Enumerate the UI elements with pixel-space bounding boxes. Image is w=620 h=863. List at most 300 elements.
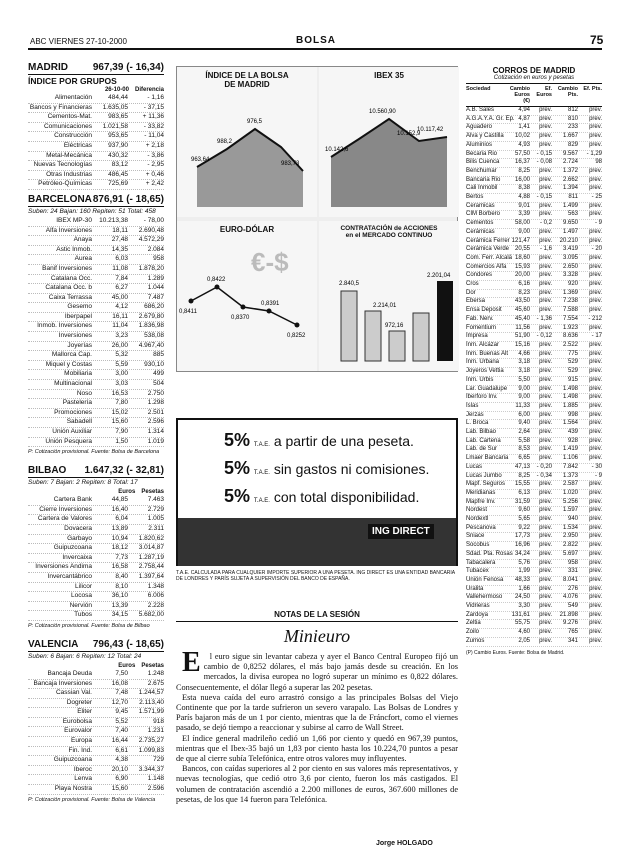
table-cell: Mapf. Seguros: [466, 481, 506, 488]
table-row: [466, 394, 602, 403]
table-cell: - 17: [591, 333, 602, 340]
table-cell: Inmob. Inversiones: [37, 322, 92, 330]
table-cell: Com. Ferr. Alcalá: [466, 254, 513, 261]
table-cell: 7,73: [115, 553, 128, 561]
valencia-label: VALENCIA: [28, 638, 79, 650]
table-cell: 34,15: [111, 611, 128, 619]
table-cell: 1.885: [562, 402, 578, 409]
table-cell: 13,89: [111, 524, 128, 532]
table-cell: 9,22: [518, 524, 530, 531]
table-cell: Meridianas: [466, 489, 496, 496]
ad-text: a partir de una peseta.: [273, 433, 414, 449]
table-cell: Cerámica Ferrer: [466, 237, 510, 244]
table-cell: Astic Inmob.: [56, 245, 92, 253]
table-cell: + 11,36: [142, 113, 164, 121]
table-cell: Benchumar: [466, 167, 497, 174]
table-cell: 4,88: [518, 194, 530, 201]
table-cell: prev.: [589, 489, 602, 496]
table-cell: 486,45: [108, 170, 128, 178]
table-cell: Fin. Ind.: [68, 746, 92, 754]
table-cell: Islas: [466, 402, 479, 409]
table-cell: 940: [567, 516, 578, 523]
table-cell: prev.: [539, 429, 552, 436]
table-cell: Otras Industrias: [46, 170, 92, 178]
table-cell: prev.: [539, 629, 552, 636]
barcelona-index-title: [28, 194, 164, 207]
table-row: [466, 620, 602, 629]
table-cell: - 9: [594, 472, 602, 479]
table-cell: 2.675: [147, 679, 164, 687]
table-cell: 998: [567, 411, 578, 418]
table-cell: Inversiones: [58, 332, 92, 340]
table-cell: 6,16: [518, 281, 530, 288]
table-cell: Sdad. Pta. Rosas: [466, 550, 513, 557]
table-cell: Cros: [466, 281, 479, 288]
table-row: [28, 727, 164, 737]
table-cell: prev.: [589, 350, 602, 357]
table-cell: 18,60: [514, 254, 530, 261]
table-cell: Locosa: [71, 592, 92, 600]
table-row: [28, 180, 164, 190]
table-cell: 18,11: [112, 226, 128, 234]
table-cell: 7.588: [562, 307, 578, 314]
table-cell: 6,61: [115, 746, 128, 754]
notes-section-title: NOTAS DE LA SESIÓN: [176, 610, 458, 622]
table-cell: 57,50: [514, 150, 530, 157]
table-cell: 4,12: [115, 303, 128, 311]
chart-label: 2.201,04: [427, 273, 451, 279]
madrid-label: MADRID: [28, 62, 68, 73]
table-row: [28, 342, 164, 352]
table-cell: 6,00: [518, 411, 530, 418]
madrid-index-title: [28, 62, 164, 75]
table-cell: 2.311: [148, 524, 164, 532]
table-cell: 5.697: [562, 550, 578, 557]
table-cell: prev.: [539, 115, 552, 122]
table-cell: Uralita: [466, 585, 484, 592]
volume-chart: [319, 221, 459, 371]
table-cell: Dogreter: [66, 698, 92, 706]
table-row: [28, 313, 164, 323]
drop-cap: E: [182, 647, 201, 678]
table-cell: Inm. Urbana: [466, 359, 500, 366]
ibex-mp-row: [28, 217, 164, 227]
barcelona-label: BARCELONA: [28, 193, 92, 205]
table-cell: 1.597: [562, 507, 578, 514]
header-rule: [28, 48, 602, 50]
table-cell: prev.: [589, 629, 602, 636]
table-row: [466, 298, 602, 307]
table-cell: Lab. de Sur: [466, 446, 498, 453]
table-cell: Lab. Cartena: [466, 437, 501, 444]
table-cell: 7.554: [562, 315, 578, 322]
table-row: [466, 516, 602, 525]
table-cell: 4.572,29: [138, 236, 164, 244]
table-cell: 1.635,05: [102, 103, 128, 111]
table-cell: prev.: [539, 124, 552, 131]
valencia-summary: Suben: 6 Bajan: 6 Repiten: 12 Total: 24: [28, 652, 142, 660]
table-cell: 1.373: [562, 472, 578, 479]
table-row: [28, 438, 164, 448]
header-date: ABC VIERNES 27-10-2000: [30, 37, 127, 46]
table-cell: 1.148: [147, 775, 164, 783]
table-cell: 15,60: [111, 785, 128, 793]
table-cell: 2.084: [147, 245, 164, 253]
table-cell: Lucas: [466, 463, 483, 470]
table-cell: 9.650: [562, 220, 578, 227]
table-row: [466, 533, 602, 542]
ad-tae: T.A.E.: [253, 442, 270, 448]
table-cell: 15,55: [514, 481, 530, 488]
table-cell: 14,35: [111, 245, 128, 253]
table-cell: 6,65: [518, 455, 530, 462]
table-cell: Iberpapel: [64, 312, 92, 320]
table-cell: prev.: [589, 637, 602, 644]
table-cell: prev.: [589, 594, 602, 601]
ad-percent: 5%: [224, 486, 251, 506]
table-row: [28, 236, 164, 246]
table-cell: prev.: [539, 350, 552, 357]
table-cell: - 0,34: [536, 472, 552, 479]
corros-table: [466, 107, 602, 647]
corros-column: [466, 66, 602, 656]
table-cell: 1,99: [518, 568, 530, 575]
table-cell: Eliter: [77, 708, 92, 716]
table-cell: prev.: [539, 550, 552, 557]
table-cell: 9,01: [518, 202, 530, 209]
table-row: [466, 377, 602, 386]
table-cell: 812: [567, 107, 578, 113]
table-cell: 504: [153, 380, 164, 388]
table-row: [28, 161, 164, 171]
table-cell: Lucas Jumbo: [466, 472, 502, 479]
table-row: [28, 680, 164, 690]
table-cell: 12,70: [111, 698, 128, 706]
table-cell: Cassian Val.: [55, 689, 92, 697]
table-cell: Pescanova: [466, 524, 496, 531]
table-cell: 15,16: [514, 341, 530, 348]
table-cell: Garbayo: [67, 534, 92, 542]
table-cell: Dovacera: [64, 524, 92, 532]
table-cell: - 0,15: [536, 150, 552, 157]
table-cell: 16,00: [514, 176, 530, 183]
table-cell: Inm. Urbis: [466, 376, 494, 383]
table-cell: Nervión: [69, 601, 92, 609]
table-cell: 937,90: [108, 141, 128, 149]
table-cell: 1.021,58: [102, 122, 128, 130]
table-cell: + 2,42: [145, 180, 164, 188]
table-cell: Bertos: [466, 194, 484, 201]
table-row: [28, 737, 164, 747]
table-cell: 2.522: [562, 341, 578, 348]
table-cell: prev.: [589, 307, 602, 314]
table-cell: 20,00: [514, 272, 530, 279]
table-cell: Eurobolsa: [62, 717, 92, 725]
table-cell: prev.: [539, 576, 552, 583]
table-cell: 1.369: [562, 289, 578, 296]
table-cell: 13,39: [111, 601, 128, 609]
table-cell: 6.006: [147, 592, 164, 600]
valencia-footnote: P: Cotización provisional. Fuente: Bolsa de Valencia: [28, 796, 156, 803]
ad-tae: T.A.E.: [253, 470, 270, 476]
table-cell: prev.: [589, 385, 602, 392]
bilbao-summary: Suben: 7 Bajan: 2 Repiten: 8 Total: 17: [28, 479, 138, 487]
table-cell: 2.113,40: [139, 698, 164, 706]
table-cell: 1.397,64: [138, 572, 164, 580]
table-cell: 83,12: [111, 161, 128, 169]
table-cell: 3,00: [115, 370, 128, 378]
table-cell: 131,61: [511, 611, 530, 618]
table-row: [466, 481, 602, 490]
chart-label: 963,64: [191, 157, 210, 163]
table-cell: 1.498: [562, 394, 578, 401]
table-cell: Cali Inmobil: [466, 185, 498, 192]
table-cell: prev.: [539, 446, 552, 453]
table-cell: 3,18: [518, 368, 530, 375]
table-cell: 21.898: [559, 611, 578, 618]
table-cell: 1.106: [562, 455, 578, 462]
table-cell: Ebersa: [466, 298, 486, 305]
table-cell: Iberforo Inv.: [466, 394, 498, 401]
table-cell: - 9: [594, 220, 602, 227]
table-row: [466, 255, 602, 264]
table-cell: 1.820,62: [138, 534, 164, 542]
table-cell: A.G.A.Y.A. Gr. Ep.: [466, 115, 515, 122]
table-cell: prev.: [539, 211, 552, 218]
table-cell: Guipuzcoana: [53, 756, 92, 764]
barcelona-block: [28, 194, 164, 461]
table-row: [28, 573, 164, 583]
madrid-index-chart: [177, 67, 317, 217]
table-cell: prev.: [589, 524, 602, 531]
chart-label: 976,5: [247, 119, 263, 125]
table-row: [466, 142, 602, 151]
table-cell: Bancaria Rio: [466, 176, 501, 183]
valencia-value: 796,43 (- 18,65): [92, 638, 164, 650]
table-cell: 1.248: [147, 669, 164, 677]
table-cell: 3,03: [115, 380, 128, 388]
table-cell: 2.587: [562, 481, 578, 488]
table-cell: Zeltia: [466, 620, 481, 627]
table-cell: prev.: [539, 411, 552, 418]
table-cell: 98: [595, 159, 602, 166]
table-row: [466, 351, 602, 360]
table-cell: 1.348: [147, 582, 164, 590]
table-cell: 1.499: [562, 202, 578, 209]
table-cell: 1.044: [147, 284, 164, 292]
table-cell: Catalana Occ.: [50, 274, 92, 282]
table-row: [466, 116, 602, 125]
table-cell: prev.: [589, 176, 602, 183]
ing-direct-ad[interactable]: [176, 418, 458, 566]
table-cell: 7,50: [115, 669, 128, 677]
bilbao-table-header: [28, 488, 164, 496]
table-row: [466, 542, 602, 551]
table-cell: 2.679,80: [138, 312, 164, 320]
table-cell: Becaria Rio: [466, 150, 498, 157]
table-cell: prev.: [539, 594, 552, 601]
table-cell: prev.: [539, 376, 552, 383]
table-cell: 3.014,87: [138, 544, 164, 552]
table-cell: 7.487: [147, 293, 164, 301]
col-header: Sociedad: [466, 86, 491, 92]
table-row: [28, 94, 164, 104]
table-cell: 2.501: [147, 408, 164, 416]
table-cell: 2.735,27: [138, 737, 164, 745]
table-row: [28, 670, 164, 680]
paragraph-text: l euro sigue sin levantar cabeza y ayer el Banco Central Europeo fijó un cambio de 0,8252 dólares, el más bajo jamás desde su creación. En los mercados, la divisa europea no logró superar un mínimo es 0,822 dólares. Consecuentemente, el dólar llegó a superar las 202 pesetas.: [176, 652, 458, 692]
chart-label: 983,73: [281, 161, 300, 167]
chart-label: 0,8422: [207, 277, 226, 283]
table-cell: 1.878,20: [138, 264, 164, 272]
table-cell: 7,84: [115, 274, 128, 282]
table-cell: Unión Pesquera: [45, 437, 92, 445]
table-cell: Gesemo: [67, 303, 92, 311]
barcelona-footnote: P: Cotización provisional. Fuente: Bolsa de Barcelona: [28, 449, 160, 456]
table-row: [28, 322, 164, 332]
table-cell: 45,60: [514, 307, 530, 314]
table-cell: prev.: [589, 167, 602, 174]
table-cell: prev.: [539, 637, 552, 644]
table-cell: 16,53: [111, 389, 128, 397]
table-cell: - 1,36: [536, 315, 552, 322]
table-cell: prev.: [589, 420, 602, 427]
table-cell: prev.: [589, 568, 602, 575]
table-cell: Socobus: [466, 542, 490, 549]
table-cell: 18,12: [111, 544, 128, 552]
table-row: [466, 194, 602, 203]
article-paragraph: [176, 647, 458, 693]
table-cell: prev.: [539, 507, 552, 514]
chart-label: 10.117,42: [417, 127, 444, 133]
table-row: [466, 473, 602, 482]
table-cell: Mapfre Inv.: [466, 498, 496, 505]
table-cell: 9.276: [562, 620, 578, 627]
table-row: [466, 238, 602, 247]
table-cell: prev.: [589, 202, 602, 209]
table-cell: Tubos: [74, 611, 92, 619]
chart-label: 988,2: [217, 139, 233, 145]
table-cell: prev.: [539, 185, 552, 192]
table-cell: - 33,82: [143, 122, 164, 130]
ad-line-1: [224, 430, 414, 451]
col-header: Cambio Euros (€): [509, 86, 530, 104]
table-row: [466, 638, 602, 647]
col-header: 26-10-00: [104, 87, 129, 93]
table-cell: prev.: [539, 542, 552, 549]
table-cell: - 0,2: [539, 220, 552, 227]
ibex-svg: [319, 67, 459, 217]
table-cell: prev.: [539, 254, 552, 261]
table-cell: 8,10: [115, 582, 128, 590]
table-cell: prev.: [589, 402, 602, 409]
table-cell: Cartera de Valores: [37, 515, 92, 523]
volume-bar: [365, 311, 381, 361]
table-cell: - 212: [588, 315, 602, 322]
table-cell: - 0,12: [536, 333, 552, 340]
table-row: [466, 151, 602, 160]
table-cell: 5,50: [518, 376, 530, 383]
table-cell: 4.076: [562, 594, 578, 601]
table-row: [466, 507, 602, 516]
table-cell: 3,30: [518, 603, 530, 610]
table-cell: Unión Auxiliar: [52, 428, 92, 435]
table-cell: Comercios Alfa: [466, 263, 507, 270]
table-cell: Zumos: [466, 637, 485, 644]
table-cell: prev.: [539, 107, 552, 113]
table-cell: A.B. Sales: [466, 107, 495, 113]
table-cell: 6,90: [115, 775, 128, 783]
table-cell: prev.: [589, 228, 602, 235]
table-cell: 6,27: [115, 284, 128, 292]
table-cell: 1,41: [518, 124, 530, 131]
table-cell: 1,50: [115, 437, 128, 445]
table-cell: prev.: [589, 585, 602, 592]
table-cell: 44,85: [111, 496, 128, 504]
table-cell: 729: [153, 756, 164, 764]
table-cell: Aurea: [74, 255, 92, 263]
bilbao-index-title: [28, 465, 164, 478]
table-cell: 2.724: [562, 159, 578, 166]
table-row: [466, 629, 602, 638]
table-row: [28, 113, 164, 123]
euro-dollar-chart: [177, 221, 317, 371]
table-cell: prev.: [589, 141, 602, 148]
valencia-table: [28, 670, 164, 795]
table-cell: - 1,29: [586, 150, 602, 157]
chart-title: IBEX 35: [374, 71, 404, 80]
notes-article: [176, 647, 458, 805]
table-cell: 6,13: [518, 489, 530, 496]
table-cell: 8.636: [562, 333, 578, 340]
table-cell: Cementos-Mat.: [47, 113, 92, 121]
table-cell: prev.: [589, 550, 602, 557]
table-cell: 6,04: [115, 515, 128, 523]
table-row: [466, 107, 602, 116]
bilbao-footnote: P: Cotización provisional. Fuente: Bolsa de Bilbao: [28, 622, 150, 629]
table-cell: 8,38: [518, 185, 530, 192]
table-cell: 16,08: [111, 679, 128, 687]
table-cell: 915: [567, 376, 578, 383]
data-point: [241, 305, 246, 310]
table-cell: prev.: [539, 611, 552, 618]
table-cell: 16,58: [111, 563, 128, 571]
table-cell: Alfa Inversiones: [45, 226, 92, 234]
table-cell: prev.: [589, 185, 602, 192]
table-row: [28, 583, 164, 593]
table-row: [466, 342, 602, 351]
table-row: [28, 255, 164, 265]
table-row: [466, 307, 602, 316]
table-cell: prev.: [589, 516, 602, 523]
table-cell: Metal-Mecánica: [46, 151, 92, 159]
table-row: [28, 227, 164, 237]
table-cell: 811: [568, 194, 578, 201]
table-cell: prev.: [589, 411, 602, 418]
table-row: [466, 612, 602, 621]
charts-panel: [176, 66, 458, 372]
table-cell: 885: [153, 351, 164, 359]
data-point: [267, 309, 272, 314]
table-row: [28, 515, 164, 525]
table-cell: 17,73: [514, 533, 530, 540]
table-cell: Inm. Alcázar: [466, 341, 500, 348]
article-paragraph: El índice general madrileño cedió un 1,66 por ciento y quedó en 967,39 puntos, mientras que el Ibex-35 bajó un 1,83 por ciento hasta los 10.224,70 puntos a pesar de que al cierre subía Telefónica, entre otros valores muy influyentes.: [176, 733, 458, 764]
ing-direct-logo: ING DIRECT: [368, 524, 434, 539]
table-row: [466, 203, 602, 212]
table-cell: prev.: [539, 585, 552, 592]
table-row: [28, 718, 164, 728]
